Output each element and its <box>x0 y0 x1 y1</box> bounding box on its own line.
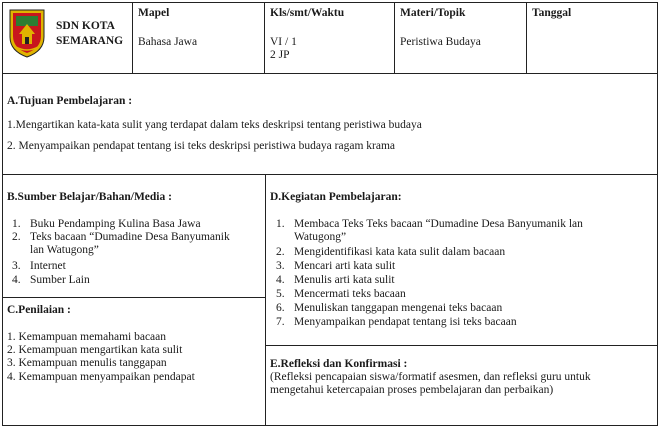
border-left <box>2 2 3 426</box>
kegiatan-item-3: 3. Mencari arti kata sulit <box>276 260 396 272</box>
border-materi-tanggal <box>526 2 527 74</box>
kegiatan-item-1: 1. Membaca Teks Teks bacaan “Dumadine Desa Banyumanik lan <box>276 218 583 230</box>
kegiatan-item-2: 2. Mengidentifikasi kata kata sulit dalam bacaan <box>276 246 506 258</box>
border-lower-middle <box>265 174 266 426</box>
border-kls-materi <box>394 2 395 74</box>
mapel-value: Bahasa Jawa <box>138 36 198 48</box>
sumber-item-4: 4. Sumber Lain <box>12 274 90 286</box>
tujuan-title: A.Tujuan Pembelajaran : <box>7 95 133 107</box>
kegiatan-item-4: 4. Menulis arti kata sulit <box>276 274 395 286</box>
materi-value: Peristiwa Budaya <box>400 36 481 48</box>
border-mapel-kls <box>264 2 265 74</box>
border-d-e <box>265 345 658 346</box>
school-name-line2: SEMARANG <box>56 35 124 47</box>
kls-value-line2: 2 JP <box>270 49 290 61</box>
sumber-item-2: 2. Teks bacaan “Dumadine Desa Banyumanik <box>12 231 230 243</box>
penilaian-item-2: 2. Kemampuan mengartikan kata sulit <box>7 344 183 356</box>
tanggal-label: Tanggal <box>532 7 572 19</box>
kegiatan-title: D.Kegiatan Pembelajaran: <box>270 191 402 203</box>
penilaian-item-3: 3. Kemampuan menulis tanggapan <box>7 357 167 369</box>
sumber-item-1: 1. Buku Pendamping Kulina Basa Jawa <box>12 218 201 230</box>
semarang-seal-icon <box>7 7 47 59</box>
penilaian-item-1: 1. Kemampuan memahami bacaan <box>7 331 167 343</box>
kls-value-line1: VI / 1 <box>270 36 297 48</box>
mapel-label: Mapel <box>138 7 170 19</box>
refleksi-line-2: mengetahui ketercapaian proses pembelajaran dan perbaikan) <box>270 384 554 396</box>
materi-label: Materi/Topik <box>400 7 466 19</box>
penilaian-title: C.Penilaian : <box>7 304 71 316</box>
sumber-item-2-cont: lan Watugong” <box>30 244 99 256</box>
border-b-c <box>2 297 265 298</box>
sumber-item-3: 3. Internet <box>12 260 66 272</box>
kegiatan-item-6: 6. Menuliskan tanggapan mengenai teks bacaan <box>276 302 503 314</box>
penilaian-item-4: 4. Kemampuan menyampaikan pendapat <box>7 371 195 383</box>
tujuan-item-2: 2. Menyampaikan pendapat tentang isi teks deskripsi peristiwa budaya ragam krama <box>7 140 396 152</box>
sumber-title: B.Sumber Belajar/Bahan/Media : <box>7 191 172 203</box>
border-right <box>657 2 658 426</box>
border-tujuan-bottom <box>2 174 658 175</box>
kegiatan-item-7: 7. Menyampaikan pendapat tentang isi teks bacaan <box>276 316 517 328</box>
border-school-mapel <box>132 2 133 74</box>
border-bottom <box>2 425 658 426</box>
kegiatan-item-1-cont: Watugong” <box>294 231 347 243</box>
kegiatan-item-5: 5. Mencermati teks bacaan <box>276 288 406 300</box>
border-top <box>2 2 658 3</box>
border-header-bottom <box>2 73 658 74</box>
refleksi-line-1: (Refleksi pencapaian siswa/formatif asesmen, dan refleksi guru untuk <box>270 371 591 383</box>
tujuan-item-1: 1.Mengartikan kata-kata sulit yang terdapat dalam teks deskripsi tentang peristiwa budaya <box>7 119 422 131</box>
school-name-line1: SDN KOTA <box>56 20 115 32</box>
refleksi-title: E.Refleksi dan Konfirmasi : <box>270 358 408 370</box>
kls-label: Kls/smt/Waktu <box>270 7 345 19</box>
